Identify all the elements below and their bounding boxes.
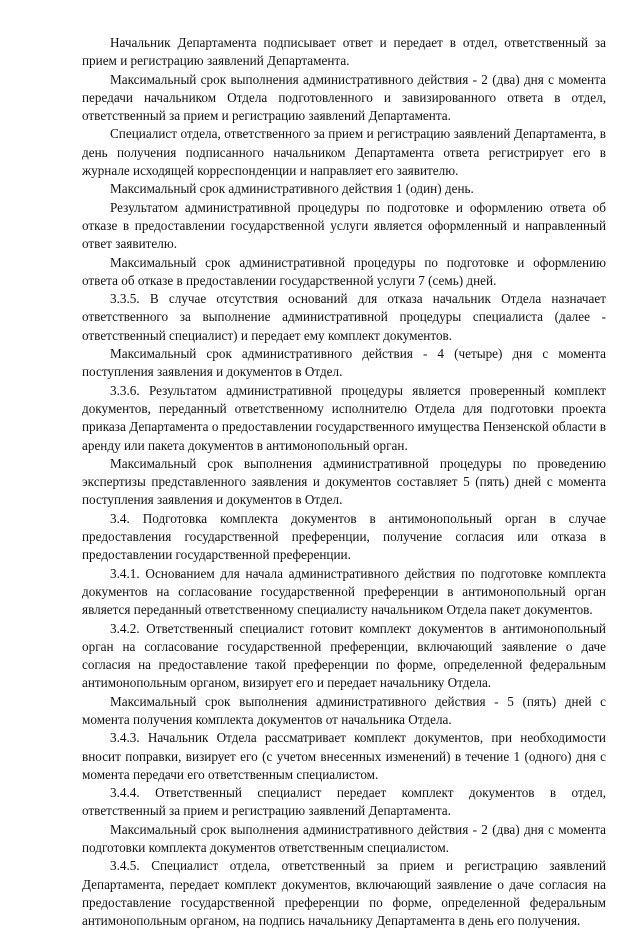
paragraph-3-3-5: 3.3.5. В случае отсутствия оснований для отказа начальник Отдела назначает ответственного за выполнение административной процедуры специалиста (далее - ответственный специалист) и передает ему комплект документов. — [82, 291, 606, 343]
paragraph-3-4-2: 3.4.2. Ответственный специалист готовит комплект документов в антимонопольный орган на согласование государственной преференции, включающий заявление о даче согласия на предоставление такой преференции по форме, определенной федеральным антимонопольным органом, визирует его и передает начальнику Отдела. — [82, 620, 606, 691]
paragraph: Максимальный срок выполнения административной процедуры по проведению экспертизы представленного заявления и документов составляет 5 (пять) дней с момента поступления заявления и документов в Отдел. — [82, 455, 606, 508]
paragraph: Максимальный срок выполнения административного действия - 5 (пять) дней с момента получения комплекта документов от начальника Отдела. — [82, 693, 606, 727]
paragraph: Максимальный срок выполнения административного действия - 2 (два) дня с момента подготовки комплекта документов ответственным специалистом. — [82, 821, 606, 856]
document-page — [82, 34, 606, 931]
paragraph: Максимальный срок административной процедуры по подготовке и оформлению ответа об отказе в предоставлении государственной услуги 7 (семь) дней. — [82, 254, 606, 288]
paragraph-3-4-4: 3.4.4. Ответственный специалист передает комплект документов в отдел, ответственный за прием и регистрацию заявлений Департамента. — [82, 785, 606, 819]
paragraph: Максимальный срок административного действия - 4 (четыре) дня с момента поступления заявления и документов в Отдел. — [82, 346, 606, 380]
paragraph-3-4-1: 3.4.1. Основанием для начала административного действия по подготовке комплекта документов на согласование государственной преференции в антимонопольный орган является переданный ответственному специалисту начальником Отдела пакет документов. — [82, 565, 606, 618]
paragraph: Специалист отдела, ответственного за прием и регистрацию заявлений Департамента, в день получения подписанного начальником Департамента ответа регистрирует его в журнале исходящей корреспонденции и направляет его заявителю. — [82, 126, 606, 179]
paragraph-3-3-6: 3.3.6. Результатом административной процедуры является проверенный комплект документов, переданный ответственному исполнителю Отдела для подготовки проекта приказа Департамента о предоставлении государственного имущества Пензенской области в аренду или пакета документов в антимонопольный орган. — [82, 382, 606, 453]
paragraph: Максимальный срок административного действия 1 (один) день. — [110, 181, 474, 197]
paragraph: Максимальный срок выполнения административного действия - 2 (два) дня с момента передачи начальником Отдела подготовленного и завизированного ответа в отдел, ответственный за прием и регистрацию заявлений Департамента. — [82, 71, 606, 124]
paragraph-3-4: 3.4. Подготовка комплекта документов в антимонопольный орган в случае предоставления государственной преференции, получение согласия или отказа в предоставлении государственной преференции. — [82, 510, 606, 563]
paragraph-3-4-5: 3.4.5. Специалист отдела, ответственный за прием и регистрацию заявлений Департамента, передает комплект документов, включающий заявление о даче согласия на предоставление государственной преференции по форме, определенной федеральным антимонопольным органом, на подпись начальнику Департамента в день его получения. — [82, 858, 606, 929]
paragraph: Начальник Департамента подписывает ответ и передает в отдел, ответственный за прием и регистрацию заявлений Департамента. — [82, 35, 606, 69]
paragraph: Результатом административной процедуры по подготовке и оформлению ответа об отказе в предоставлении государственной услуги является оформленный и направленный ответ заявителю. — [82, 199, 606, 252]
paragraph-3-4-3: 3.4.3. Начальник Отдела рассматривает комплект документов, при необходимости вносит поправки, визирует его (с учетом внесенных изменений) в течение 1 (одного) дня с момента передачи его ответственным специалистом. — [82, 730, 606, 782]
